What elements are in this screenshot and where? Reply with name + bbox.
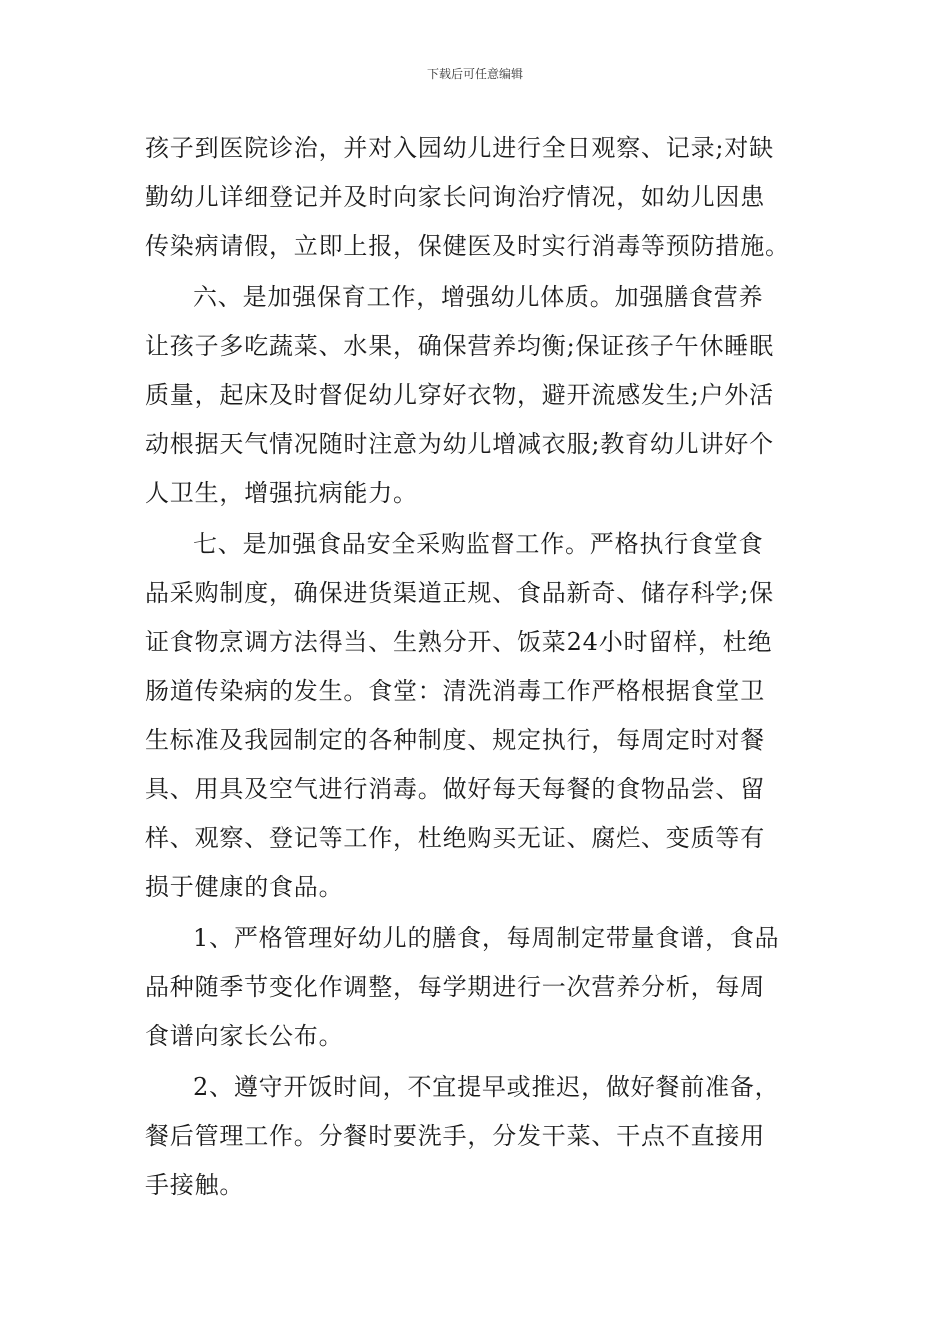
text-line: 损于健康的食品。 (145, 873, 344, 901)
paragraph-section-six (145, 273, 810, 518)
text-line: 肠道传染病的发生。食堂：清洗消毒工作严格根据食堂卫 (145, 677, 765, 705)
text-line: 餐后管理工作。分餐时要洗手，分发干菜、干点不直接用 (145, 1122, 765, 1150)
paragraph-section-seven (145, 520, 810, 912)
text-line: 生标准及我园制定的各种制度、规定执行，每周定时对餐 (145, 726, 765, 754)
text-line: 孩子到医院诊治，并对入园幼儿进行全日观察、记录;对缺 (145, 134, 774, 162)
text-line: 让孩子多吃蔬菜、水果，确保营养均衡;保证孩子午休睡眠 (145, 332, 774, 360)
text-line: 动根据天气情况随时注意为幼儿增减衣服;教育幼儿讲好个 (145, 430, 774, 458)
text-line: 传染病请假，立即上报，保健医及时实行消毒等预防措施。 (145, 232, 790, 260)
text-line: 品种随季节变化作调整，每学期进行一次营养分析，每周 (145, 973, 765, 1001)
paragraph-item-one (145, 914, 810, 1061)
text-line: 食谱向家长公布。 (145, 1022, 344, 1050)
text-line: 六、是加强保育工作，增强幼儿体质。加强膳食营养 (193, 283, 764, 311)
text-line: 七、是加强食品安全采购监督工作。严格执行食堂食 (193, 530, 764, 558)
text-line: 2、遵守开饭时间，不宜提早或推迟，做好餐前准备， (193, 1073, 780, 1101)
text-line: 人卫生，增强抗病能力。 (145, 479, 418, 507)
text-line: 质量，起床及时督促幼儿穿好衣物，避开流感发生;户外活 (145, 381, 774, 409)
text-line: 手接触。 (145, 1171, 245, 1199)
text-line: 证食物烹调方法得当、生熟分开、饭菜24小时留样，杜绝 (145, 628, 773, 656)
text-line: 勤幼儿详细登记并及时向家长问询治疗情况，如幼儿因患 (145, 183, 765, 211)
paragraph-item-two (145, 1063, 810, 1210)
text-line: 1、严格管理好幼儿的膳食，每周制定带量食谱，食品 (193, 924, 780, 952)
page-header: 下载后可任意编辑 (426, 67, 523, 81)
paragraph-continued (145, 124, 810, 271)
document-body (145, 124, 810, 1210)
text-line: 品采购制度，确保进货渠道正规、食品新奇、储存科学;保 (145, 579, 774, 607)
text-line: 样、观察、登记等工作，杜绝购买无证、腐烂、变质等有 (145, 824, 765, 852)
text-line: 具、用具及空气进行消毒。做好每天每餐的食物品尝、留 (145, 775, 765, 803)
